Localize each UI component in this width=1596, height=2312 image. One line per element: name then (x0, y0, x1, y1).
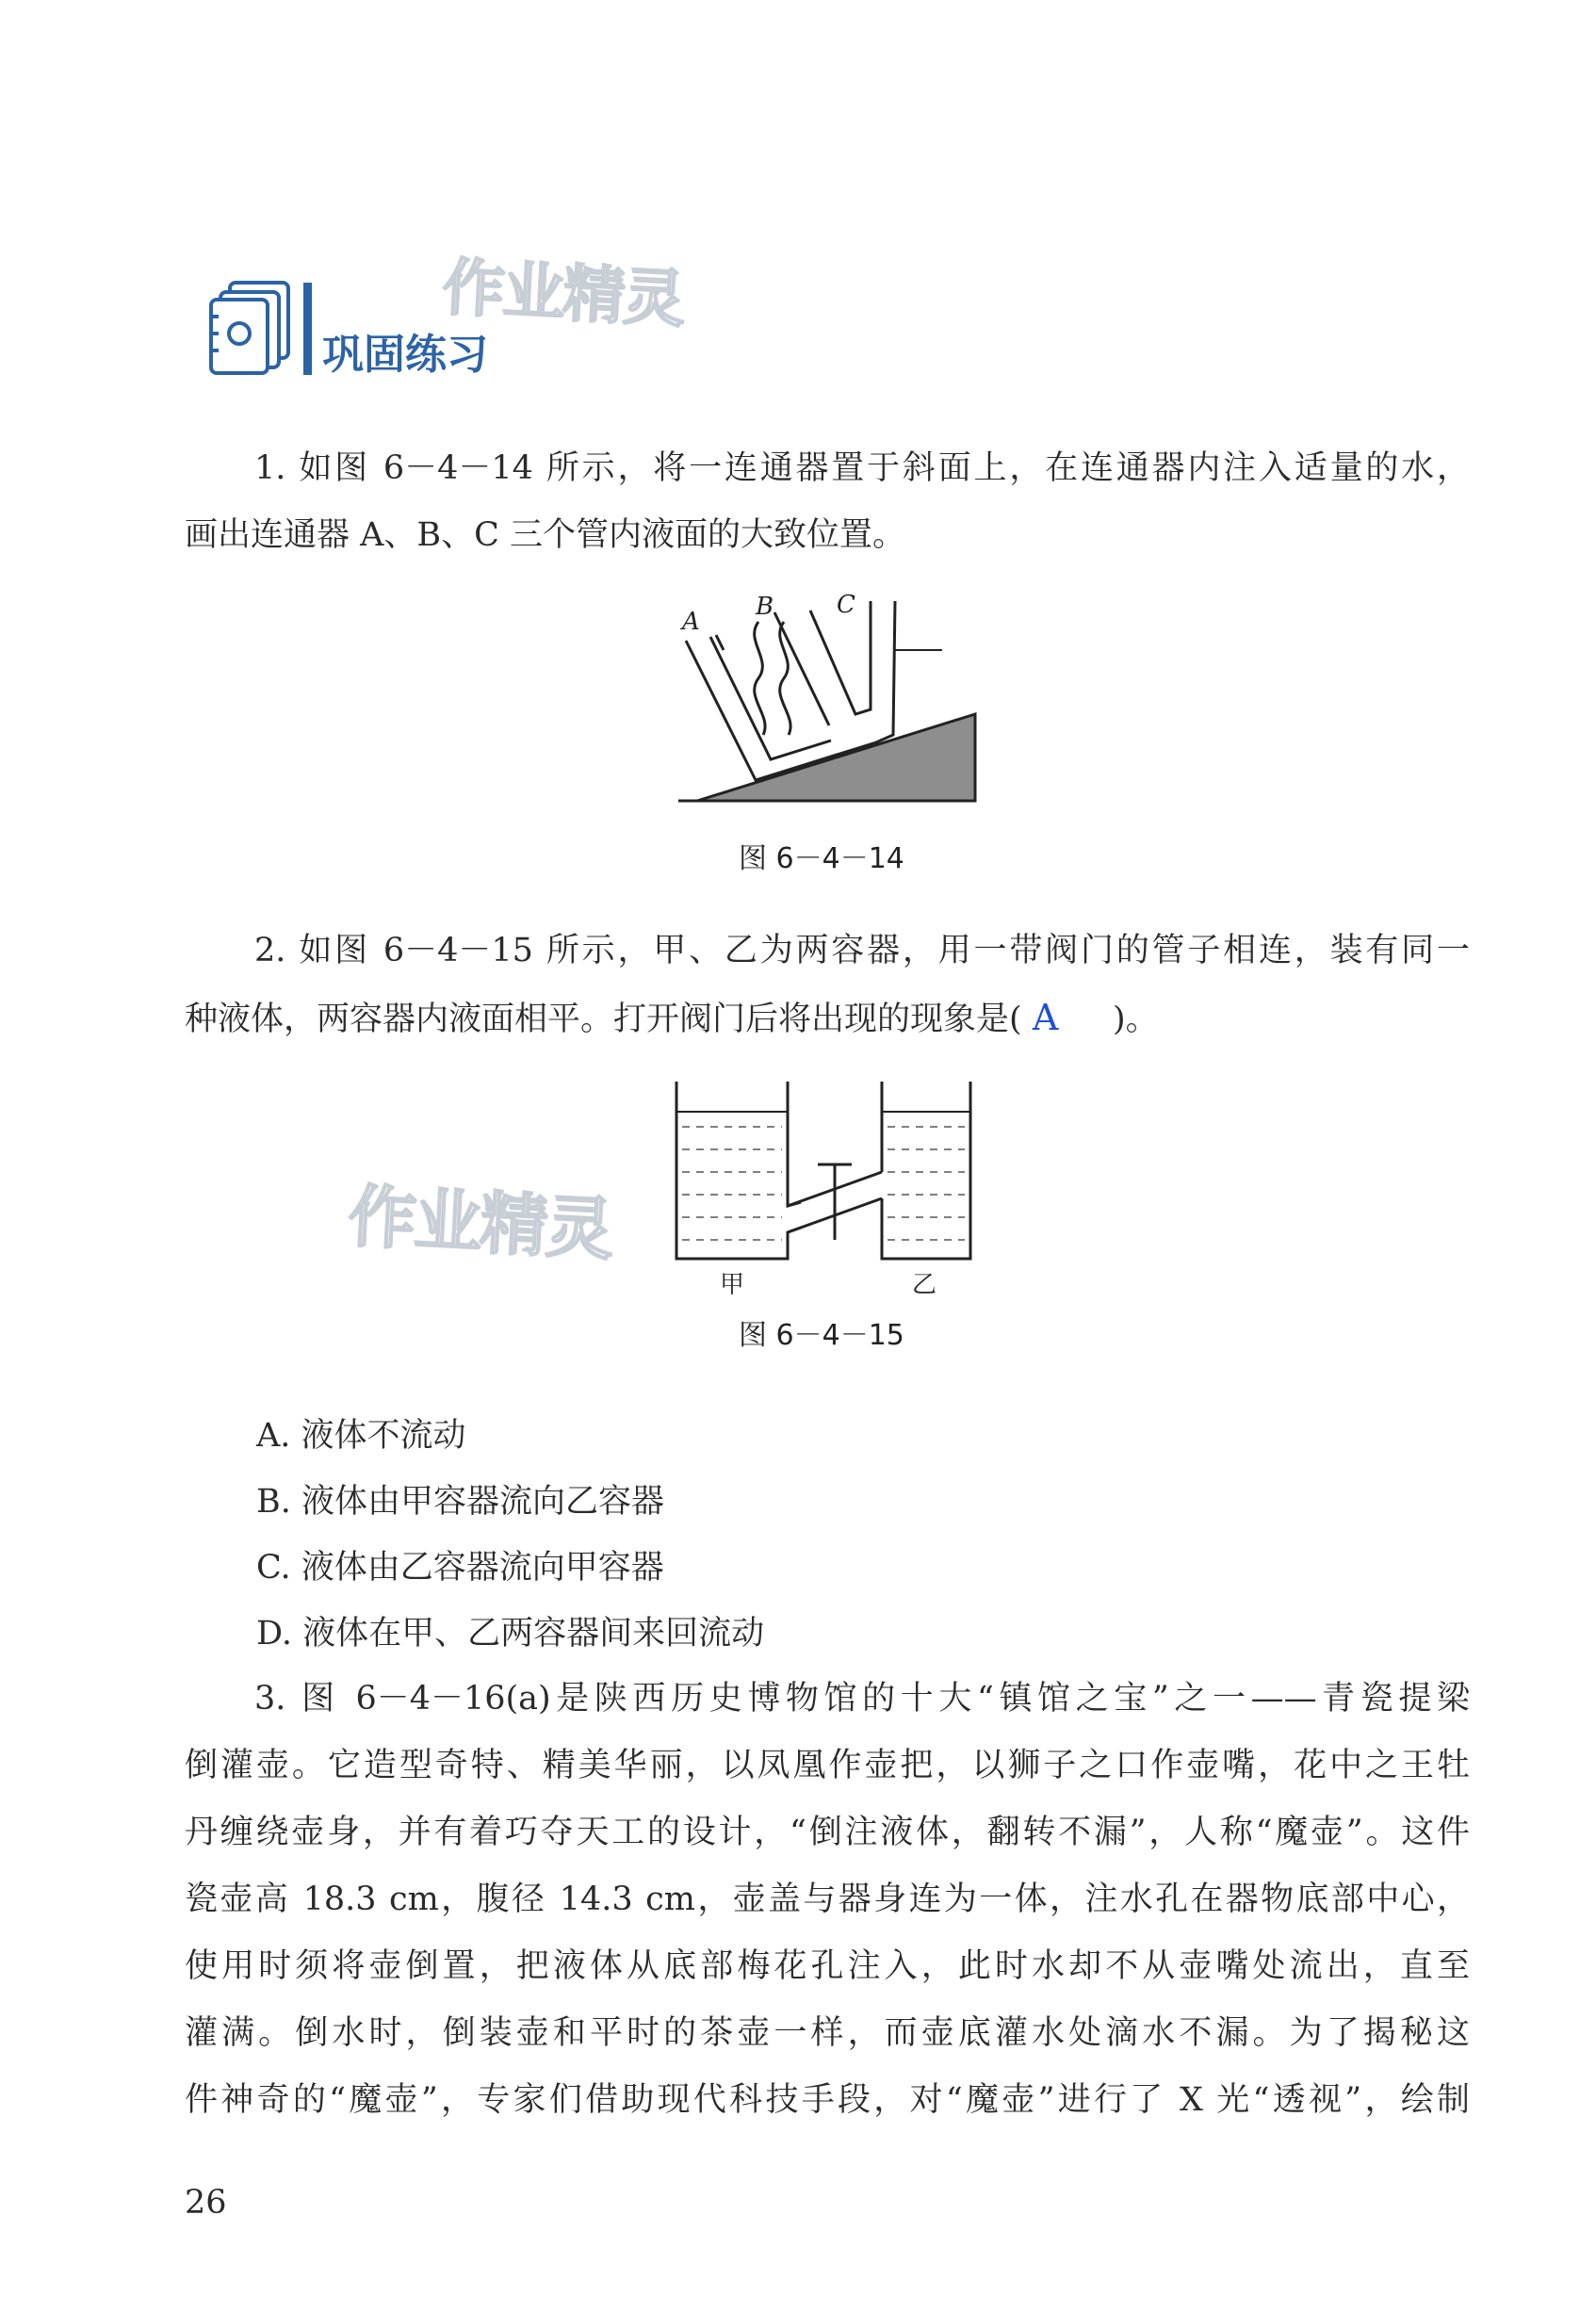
option-a: A. 液体不流动 (256, 1417, 466, 1455)
section-title: 巩固练习 (322, 331, 488, 379)
q2-answer: A (1032, 997, 1059, 1038)
option-b: B. 液体由甲容器流向乙容器 (256, 1483, 664, 1521)
q1-line2: 画出连通器 A、B、C 三个管内液面的大致位置。 (185, 516, 906, 554)
option-c: C. 液体由乙容器流向甲容器 (256, 1549, 664, 1587)
q3-line1: 3. 图 6－4－16(a)是陕西历史博物馆的十大“镇馆之宝”之一——青瓷提梁 (254, 1680, 1470, 1718)
figure-6-4-15 (660, 1074, 980, 1300)
label-c: C (837, 591, 855, 619)
caption-6-4-15: 图 6－4－15 (739, 1319, 904, 1352)
option-d: D. 液体在甲、乙两容器间来回流动 (256, 1615, 765, 1653)
label-jia: 甲 (720, 1271, 745, 1299)
q2-line2-text: 种液体，两容器内液面相平。打开阀门后将出现的现象是( (185, 1001, 1022, 1038)
q2-line2 (185, 985, 1470, 1053)
label-b: B (756, 593, 774, 621)
watermark-top: 作业精灵 (440, 251, 686, 336)
notebook-icon (209, 279, 303, 377)
page-number: 26 (185, 2184, 227, 2222)
label-a: A (682, 608, 700, 636)
label-yi: 乙 (912, 1271, 937, 1299)
q1-line1: 1. 如图 6－4－14 所示，将一连通器置于斜面上，在连通器内注入适量的水， (254, 449, 1470, 487)
caption-6-4-14: 图 6－4－14 (739, 842, 904, 875)
q2-line2-end: )。 (1112, 1001, 1159, 1038)
q3-line3: 丹缠绕壶身，并有着巧夺天工的设计，“倒注液体，翻转不漏”，人称“魔壶”。这件 (185, 1814, 1470, 1851)
q3-line6: 灌满。倒水时，倒装壶和平时的茶壶一样，而壶底灌水处滴水不漏。为了揭秘这 (185, 2014, 1470, 2052)
q3-line4: 瓷壶高 18.3 cm，腹径 14.3 cm，壶盖与器身连为一体，注水孔在器物底部中心， (185, 1881, 1470, 1918)
title-bar-divider (303, 283, 312, 375)
figure-6-4-14 (669, 584, 989, 810)
q2-line1: 2. 如图 6－4－15 所示，甲、乙为两容器，用一带阀门的管子相连，装有同一 (254, 932, 1470, 969)
q3-line7: 件神奇的“魔壶”，专家们借助现代科技手段，对“魔壶”进行了 X 光“透视”，绘制 (185, 2081, 1470, 2119)
watermark-middle: 作业精灵 (346, 1176, 614, 1270)
q3-line2: 倒灌壶。它造型奇特、精美华丽，以凤凰作壶把，以狮子之口作壶嘴，花中之王牡 (185, 1747, 1470, 1784)
q3-line5: 使用时须将壶倒置，把液体从底部梅花孔注入，此时水却不从壶嘴处流出，直至 (185, 1947, 1470, 1985)
